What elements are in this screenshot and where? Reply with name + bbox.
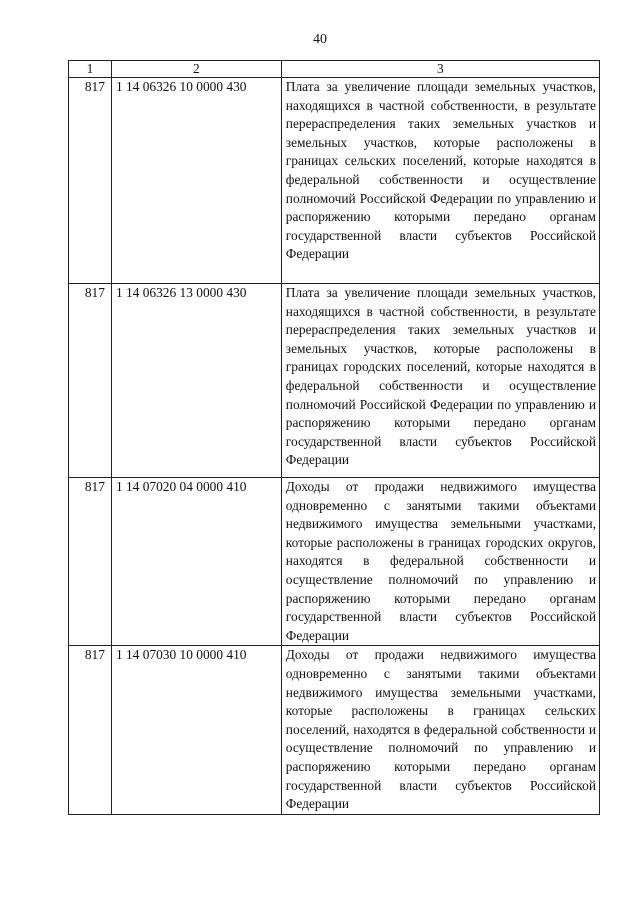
budget-code-cell: 1 14 06326 10 0000 430 — [111, 78, 281, 284]
table-row — [69, 284, 600, 478]
budget-code-cell: 1 14 06326 13 0000 430 — [111, 284, 281, 478]
revenue-codes-table — [68, 60, 600, 815]
budget-code-cell: 1 14 07020 04 0000 410 — [111, 478, 281, 646]
admin-code-cell: 817 — [69, 284, 112, 478]
table-header-row — [69, 61, 600, 78]
description-cell: Доходы от продажи недвижимого имущества одновременно с занятыми такими объектами недвижимого имущества земельными участками, которые расположены в границах городских округов, находятся в федеральной собственности и осуществление полномочий по управлению и распоряжению которыми передано органам государственной власти субъектов Российской Федерации — [281, 478, 599, 646]
page-number: 40 — [313, 32, 327, 47]
table-row — [69, 646, 600, 814]
description-cell: Плата за увеличение площади земельных участков, находящихся в частной собственности, в результате перераспределения таких земельных участков и земельных участков, которые расположены в границах сельских поселений, которые находятся в федеральной собственности и осуществление полномочий Российской Федерации по управлению и распоряжению которыми передано органам государственной власти субъектов Российской Федерации — [281, 78, 599, 284]
admin-code-cell: 817 — [69, 646, 112, 814]
admin-code-cell: 817 — [69, 78, 112, 284]
budget-code-cell: 1 14 07030 10 0000 410 — [111, 646, 281, 814]
table-row — [69, 78, 600, 284]
admin-code-cell: 817 — [69, 478, 112, 646]
column-header-2: 2 — [111, 61, 281, 78]
table-row — [69, 478, 600, 646]
description-cell: Плата за увеличение площади земельных участков, находящихся в частной собственности, в результате перераспределения таких земельных участков и земельных участков, которые расположены в границах городских поселений, которые находятся в федеральной собственности и осуществление полномочий Российской Федерации по управлению и распоряжению которыми передано органам государственной власти субъектов Российской Федерации — [281, 284, 599, 478]
description-cell: Доходы от продажи недвижимого имущества одновременно с занятыми такими объектами недвижимого имущества земельными участками, которые расположены в границах сельских поселений, находятся в федеральной собственности и осуществление полномочий по управлению и распоряжению которыми передано органам государственной власти субъектов Российской Федерации — [281, 646, 599, 814]
column-header-1: 1 — [69, 61, 112, 78]
column-header-3: 3 — [281, 61, 599, 78]
